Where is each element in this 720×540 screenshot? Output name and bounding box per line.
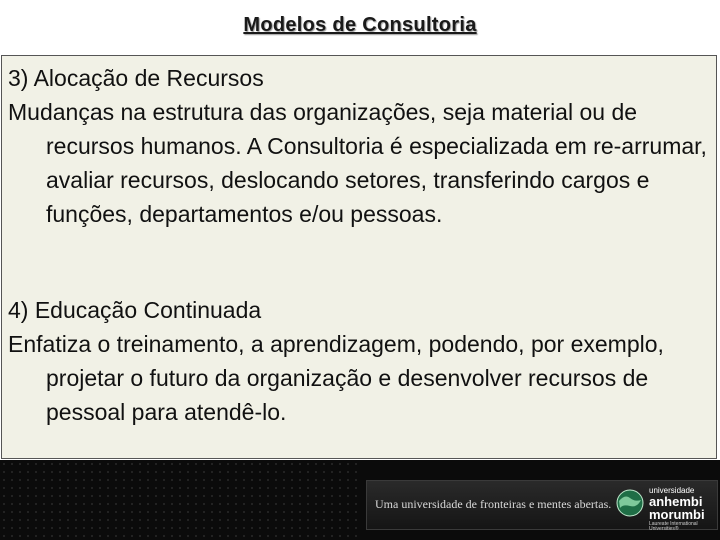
university-banner [366,480,718,530]
logo-line-universidade: universidade [649,486,695,495]
section-alocacao [8,61,708,231]
globe-icon [615,488,645,518]
section-body: Mudanças na estrutura das organizações, seja material ou de recursos humanos. A Consultoria é especializada em re-arrumar, avaliar recursos, deslocando setores, transferindo cargos e funções, departamentos e/ou pessoas. [8,99,707,227]
section-body: Enfatiza o treinamento, a aprendizagem, podendo, por exemplo, projetar o futuro da organização e desenvolver recursos de pessoal para atendê-lo. [8,331,664,425]
logo-line-laureate: Laureate International Universities® [649,521,698,532]
logo-line-anhembi: anhembi [649,494,703,509]
footer-pattern [0,460,360,540]
slide-title: Modelos de Consultoria [243,14,477,36]
section-heading: 3) Alocação de Recursos [8,65,264,91]
logo-text [649,487,715,532]
logo-line-morumbi: morumbi [649,507,705,522]
section-heading: 4) Educação Continuada [8,297,262,323]
section-educacao [8,293,708,429]
banner-tagline: Uma universidade de fronteiras e mentes abertas. [375,497,612,511]
university-logo [615,486,715,532]
